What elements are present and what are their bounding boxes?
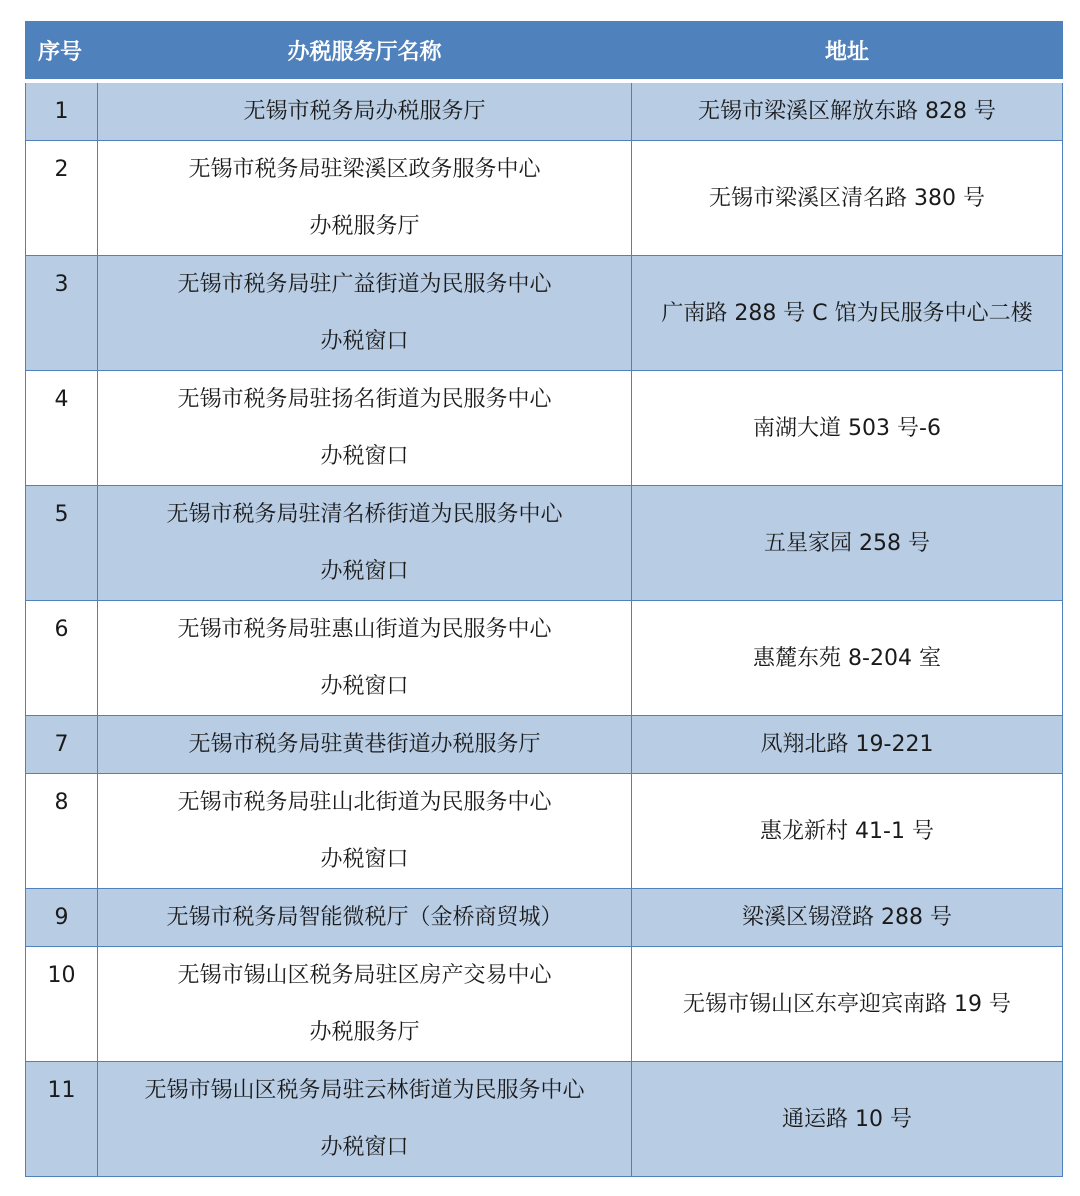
office-name-line: 无锡市税务局驻梁溪区政务服务中心 [188,157,541,182]
table-row [26,1062,1063,1177]
office-name-cell [98,486,632,601]
table-row [26,486,1063,601]
address-cell: 惠麓东苑 8-204 室 [632,601,1063,716]
header-index: 序号 [26,22,98,82]
office-name-cell [98,81,632,141]
row-index: 1 [26,81,98,141]
address-cell: 惠龙新村 41-1 号 [632,774,1063,889]
table-row [26,716,1063,774]
office-name-cell [98,371,632,486]
office-name-cell [98,947,632,1062]
office-name-line: 无锡市税务局办税服务厅 [243,99,486,124]
table-row [26,947,1063,1062]
office-name-line: 办税窗口 [320,329,409,354]
office-name-line: 办税窗口 [320,674,409,699]
office-name-line: 办税窗口 [320,847,409,872]
address-cell: 南湖大道 503 号-6 [632,371,1063,486]
office-name-line: 办税服务厅 [309,1020,420,1045]
table-row [26,141,1063,256]
office-name-cell [98,1062,632,1177]
office-name-cell [98,256,632,371]
row-index: 6 [26,601,98,716]
table-row [26,889,1063,947]
table-row [26,81,1063,141]
office-name-cell [98,774,632,889]
table-row [26,774,1063,889]
office-name-line: 无锡市锡山区税务局驻区房产交易中心 [177,963,552,988]
office-name-cell [98,889,632,947]
office-name-line: 办税服务厅 [309,214,420,239]
office-name-line: 办税窗口 [320,1135,409,1160]
table-row [26,601,1063,716]
office-name-line: 办税窗口 [320,559,409,584]
address-cell: 无锡市梁溪区解放东路 828 号 [632,81,1063,141]
tax-office-table [25,21,1063,1177]
table-header-row [26,22,1063,82]
office-name-line: 无锡市税务局驻广益街道为民服务中心 [177,272,552,297]
address-cell: 梁溪区锡澄路 288 号 [632,889,1063,947]
row-index: 7 [26,716,98,774]
office-name-line: 无锡市税务局驻黄巷街道办税服务厅 [188,732,541,757]
table-row [26,256,1063,371]
office-name-line: 无锡市税务局驻扬名街道为民服务中心 [177,387,552,412]
office-name-line: 无锡市税务局驻惠山街道为民服务中心 [177,617,552,642]
row-index: 8 [26,774,98,889]
office-name-line: 无锡市税务局驻清名桥街道为民服务中心 [166,502,563,527]
row-index: 3 [26,256,98,371]
row-index: 5 [26,486,98,601]
address-cell: 通运路 10 号 [632,1062,1063,1177]
office-name-cell [98,716,632,774]
row-index: 9 [26,889,98,947]
address-cell: 广南路 288 号 C 馆为民服务中心二楼 [632,256,1063,371]
header-office-name: 办税服务厅名称 [98,22,632,82]
row-index: 4 [26,371,98,486]
office-name-line: 无锡市锡山区税务局驻云林街道为民服务中心 [144,1078,585,1103]
row-index: 10 [26,947,98,1062]
office-name-cell [98,601,632,716]
address-cell: 五星家园 258 号 [632,486,1063,601]
address-cell: 无锡市锡山区东亭迎宾南路 19 号 [632,947,1063,1062]
table-row [26,371,1063,486]
row-index: 2 [26,141,98,256]
header-address: 地址 [632,22,1063,82]
row-index: 11 [26,1062,98,1177]
address-cell: 无锡市梁溪区清名路 380 号 [632,141,1063,256]
office-name-line: 无锡市税务局智能微税厅（金桥商贸城） [166,905,563,930]
office-name-line: 办税窗口 [320,444,409,469]
office-name-line: 无锡市税务局驻山北街道为民服务中心 [177,790,552,815]
address-cell: 凤翔北路 19-221 [632,716,1063,774]
office-name-cell [98,141,632,256]
